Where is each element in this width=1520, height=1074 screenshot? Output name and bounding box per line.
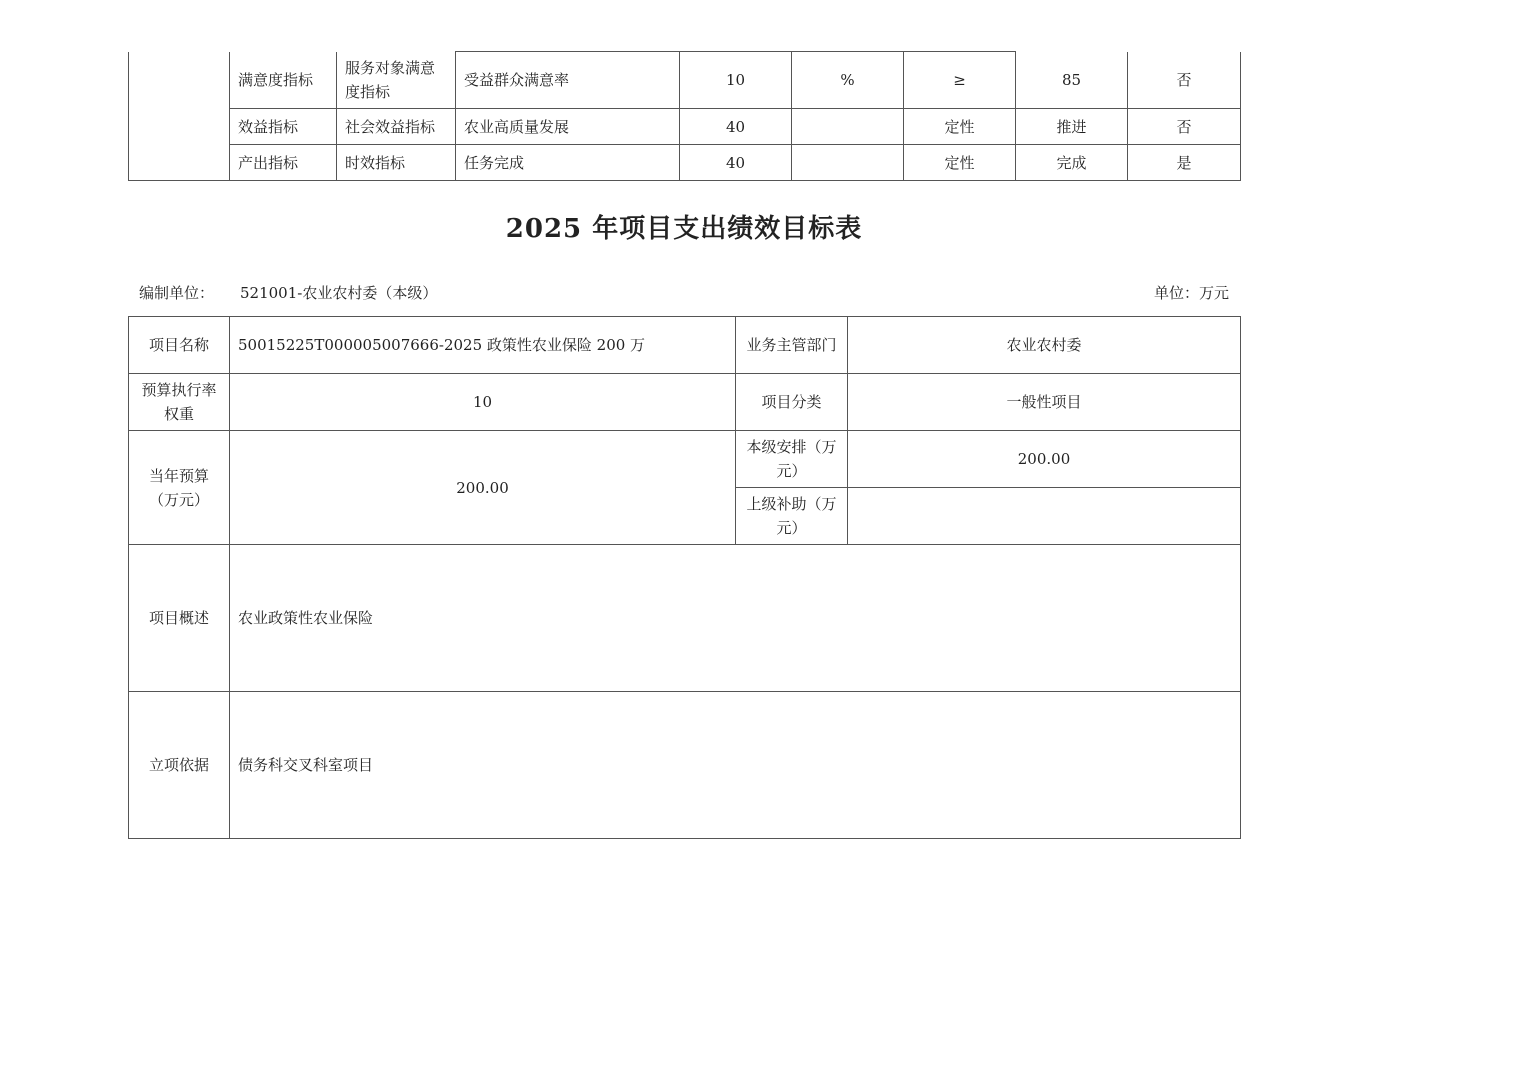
indicator-level2-cell: 社会效益指标 <box>337 109 456 145</box>
performance-target-table <box>128 316 1241 839</box>
project-name-label: 项目名称 <box>129 317 230 374</box>
upper-subsidy-value <box>848 488 1241 545</box>
dept-value: 农业农村委 <box>848 317 1241 374</box>
table-row <box>129 52 1241 109</box>
category-label: 项目分类 <box>736 374 848 431</box>
project-name-value: 50015225T000005007666-2025 政策性农业保险 200 万 <box>230 317 736 374</box>
exec-rate-label: 预算执行率权重 <box>129 374 230 431</box>
table-row <box>129 374 1241 431</box>
overview-value: 农业政策性农业保险 <box>230 545 1241 692</box>
weight-cell: 40 <box>680 109 792 145</box>
basis-value: 债务科交叉科室项目 <box>230 692 1241 839</box>
unit-label: 单位：万元 <box>1153 284 1229 302</box>
basis-label: 立项依据 <box>129 692 230 839</box>
local-arrangement-label: 本级安排（万元） <box>736 431 848 488</box>
unit-cell: % <box>792 52 904 109</box>
operator-cell: 定性 <box>904 109 1016 145</box>
merged-blank-cell <box>129 52 230 181</box>
target-cell: 推进 <box>1016 109 1128 145</box>
org-label: 编制单位： <box>139 284 215 302</box>
table-row <box>129 145 1241 181</box>
dept-label: 业务主管部门 <box>736 317 848 374</box>
operator-cell: ≥ <box>904 52 1016 109</box>
exec-rate-value: 10 <box>230 374 736 431</box>
indicator-level1-cell: 产出指标 <box>230 145 337 181</box>
indicator-level1-cell: 满意度指标 <box>230 52 337 109</box>
table-row <box>129 545 1241 692</box>
budget-label: 当年预算（万元） <box>129 431 230 545</box>
page-title: 2025 年项目支出绩效目标表 <box>505 214 863 244</box>
org-value: 521001-农业农村委（本级） <box>240 284 438 302</box>
header-info-row <box>139 282 1229 304</box>
target-cell: 85 <box>1016 52 1128 109</box>
target-cell: 完成 <box>1016 145 1128 181</box>
operator-cell: 定性 <box>904 145 1016 181</box>
unit-cell <box>792 145 904 181</box>
core-indicator-cell: 是 <box>1128 145 1241 181</box>
core-indicator-cell: 否 <box>1128 109 1241 145</box>
weight-cell: 10 <box>680 52 792 109</box>
table-row <box>129 692 1241 839</box>
unit-cell <box>792 109 904 145</box>
indicator-level2-cell: 服务对象满意度指标 <box>337 52 456 109</box>
upper-subsidy-label: 上级补助（万元） <box>736 488 848 545</box>
indicator-level2-cell: 时效指标 <box>337 145 456 181</box>
core-indicator-cell: 否 <box>1128 52 1241 109</box>
overview-label: 项目概述 <box>129 545 230 692</box>
budget-value: 200.00 <box>230 431 736 545</box>
table-row <box>129 109 1241 145</box>
local-arrangement-value: 200.00 <box>848 431 1241 488</box>
table-row <box>129 431 1241 488</box>
indicator-level1-cell: 效益指标 <box>230 109 337 145</box>
indicator-level3-cell: 农业高质量发展 <box>456 109 680 145</box>
weight-cell: 40 <box>680 145 792 181</box>
table-row <box>129 317 1241 374</box>
indicator-level3-cell: 受益群众满意率 <box>456 52 680 109</box>
indicator-level3-cell: 任务完成 <box>456 145 680 181</box>
category-value: 一般性项目 <box>848 374 1241 431</box>
prior-indicator-table <box>128 51 1241 181</box>
